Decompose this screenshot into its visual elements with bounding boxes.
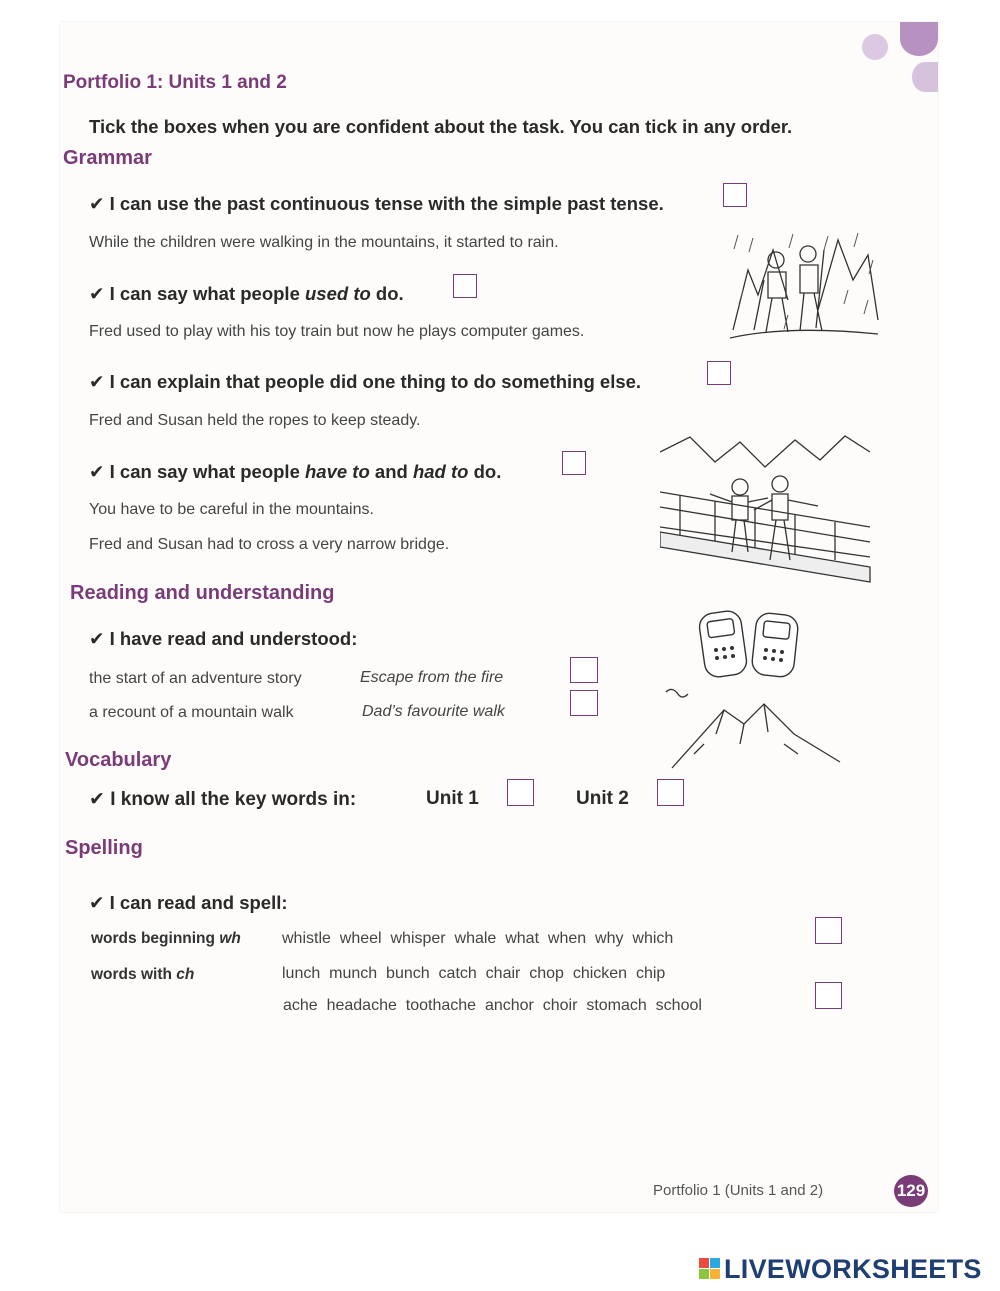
unit1-label: Unit 1: [426, 788, 479, 809]
grammar-statement-4: [89, 461, 501, 483]
statement-emphasis: used to: [305, 283, 371, 304]
label-text: words with: [91, 966, 177, 983]
statement-text: I have read and understood:: [109, 628, 358, 649]
spelling-heading: Spelling: [65, 837, 143, 859]
vocabulary-heading: Vocabulary: [65, 749, 172, 771]
checkbox-spelling-1[interactable]: [815, 917, 842, 944]
statement-text: I can read and spell:: [109, 892, 288, 913]
grammar-example-1: While the children were walking in the mountains, it started to rain.: [89, 234, 559, 251]
check-mark: ✔: [89, 283, 105, 304]
checkbox-reading-1[interactable]: [570, 657, 598, 683]
grammar-statement-3: [89, 371, 641, 393]
bridge-crossing-illustration: [660, 432, 872, 584]
statement-emphasis: have to: [305, 461, 370, 482]
reading-row-2: a recount of a mountain walk: [89, 704, 294, 721]
grammar-statement-1: [89, 193, 664, 215]
spelling-words-3: ache headache toothache anchor choir stomach school: [283, 997, 702, 1014]
check-mark: ✔: [89, 892, 105, 913]
checkbox-unit1[interactable]: [507, 779, 534, 806]
checkbox-unit2[interactable]: [657, 779, 684, 806]
spelling-words-2: lunch munch bunch catch chair chop chicken chip: [282, 965, 666, 982]
statement-text: I can use the past continuous tense with the simple past tense.: [109, 193, 664, 214]
grammar-example-4a: You have to be careful in the mountains.: [89, 501, 374, 518]
spelling-label-1: [91, 930, 241, 948]
hikers-in-rain-illustration: [728, 230, 880, 342]
check-mark: ✔: [89, 461, 105, 482]
grammar-statement-2: [89, 283, 404, 305]
page-title: Portfolio 1: Units 1 and 2: [63, 72, 287, 93]
checkbox-spelling-2[interactable]: [815, 982, 842, 1009]
check-mark: ✔: [89, 193, 105, 214]
instructions: Tick the boxes when you are confident about the task. You can tick in any order.: [89, 116, 793, 137]
decor-circle: [912, 62, 938, 92]
statement-text: do.: [370, 283, 404, 304]
label-text: words beginning: [91, 930, 220, 947]
label-emphasis: wh: [219, 930, 241, 947]
vocabulary-statement: [89, 788, 356, 811]
checkbox-grammar-2[interactable]: [453, 274, 477, 298]
statement-text: do.: [468, 461, 502, 482]
spelling-words-1: whistle wheel whisper whale what when why which: [282, 930, 674, 947]
grammar-example-3: Fred and Susan held the ropes to keep steady.: [89, 412, 421, 429]
reading-statement: [89, 628, 357, 650]
grammar-example-4b: Fred and Susan had to cross a very narrow bridge.: [89, 536, 450, 553]
reading-title-2: Dad’s favourite walk: [362, 703, 505, 720]
check-mark: ✔: [89, 371, 105, 392]
reading-row-1: the start of an adventure story: [89, 670, 302, 687]
grammar-heading: Grammar: [63, 147, 152, 169]
reading-heading: Reading and understanding: [70, 582, 335, 604]
statement-text: I know all the key words in:: [110, 789, 357, 810]
footer-text: Portfolio 1 (Units 1 and 2): [653, 1182, 824, 1199]
checkbox-grammar-3[interactable]: [707, 361, 731, 385]
statement-text: I can say what people: [109, 461, 305, 482]
spelling-statement: [89, 892, 288, 914]
check-mark: ✔: [89, 789, 105, 810]
unit2-label: Unit 2: [576, 788, 629, 809]
decor-circle: [900, 22, 938, 56]
statement-text: I can explain that people did one thing to do something else.: [109, 371, 642, 392]
decor-circle: [862, 34, 888, 60]
statement-text: I can say what people: [109, 283, 305, 304]
liveworksheets-brand: LIVEWORKSHEETS: [724, 1254, 982, 1284]
grammar-example-2: Fred used to play with his toy train but now he plays computer games.: [89, 323, 585, 340]
checkbox-grammar-4[interactable]: [562, 451, 586, 475]
label-emphasis: ch: [176, 966, 195, 983]
mobile-phones-illustration: [696, 608, 806, 680]
statement-text: and: [369, 461, 413, 482]
page-number-badge: 129: [894, 1175, 928, 1207]
spelling-label-2: [91, 966, 194, 984]
reading-title-1: Escape from the fire: [360, 669, 504, 686]
liveworksheets-logo-icon: [699, 1258, 721, 1280]
check-mark: ✔: [89, 628, 105, 649]
statement-emphasis: had to: [412, 461, 469, 482]
mountains-illustration: [664, 684, 844, 770]
checkbox-reading-2[interactable]: [570, 690, 598, 716]
checkbox-grammar-1[interactable]: [723, 183, 747, 207]
